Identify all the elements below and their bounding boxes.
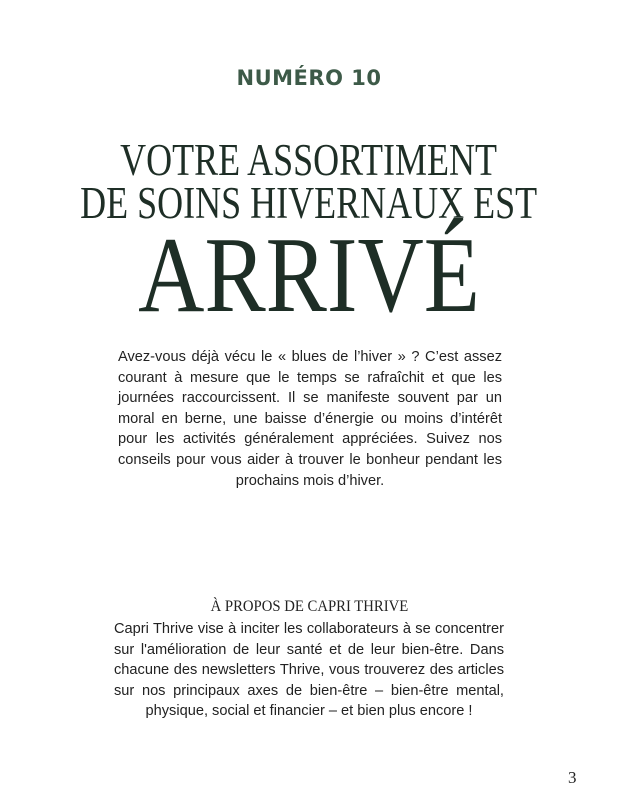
headline-big-word-text: ARRIVÉ: [138, 216, 480, 335]
page-number: 3: [568, 768, 577, 787]
headline-big-word: [0, 216, 618, 335]
about-title: [0, 598, 618, 616]
issue-number: NUMÉRO 10: [236, 66, 382, 90]
about-paragraph: Capri Thrive vise à inciter les collaborateurs à se concentrer sur l'amélioration de leur santé et de leur bien-être. Dans chacune des newsletters Thrive, vous trouverez des articles sur nos principaux axes de bien-être – bien-être mental, physique, social et financier – et bien plus encore !: [114, 621, 504, 720]
headline-line-1-text: VOTRE ASSORTIMENT: [120, 135, 498, 185]
about-title-text: À PROPOS DE CAPRI THRIVE: [210, 598, 408, 615]
headline-line-2-text: DE SOINS HIVERNAUX EST: [80, 178, 538, 228]
intro-paragraph: Avez-vous déjà vécu le « blues de l’hiver » ? C’est assez courant à mesure que le temps se rafraîchit et que les journées raccourcissent. Il se manifeste souvent par un moral en berne, une baisse d’énergie ou moins d’intérêt pour les activités généralement appréciées. Suivez nos conseils pour vous aider à trouver le bonheur pendant les prochains mois d’hiver.: [118, 349, 502, 489]
